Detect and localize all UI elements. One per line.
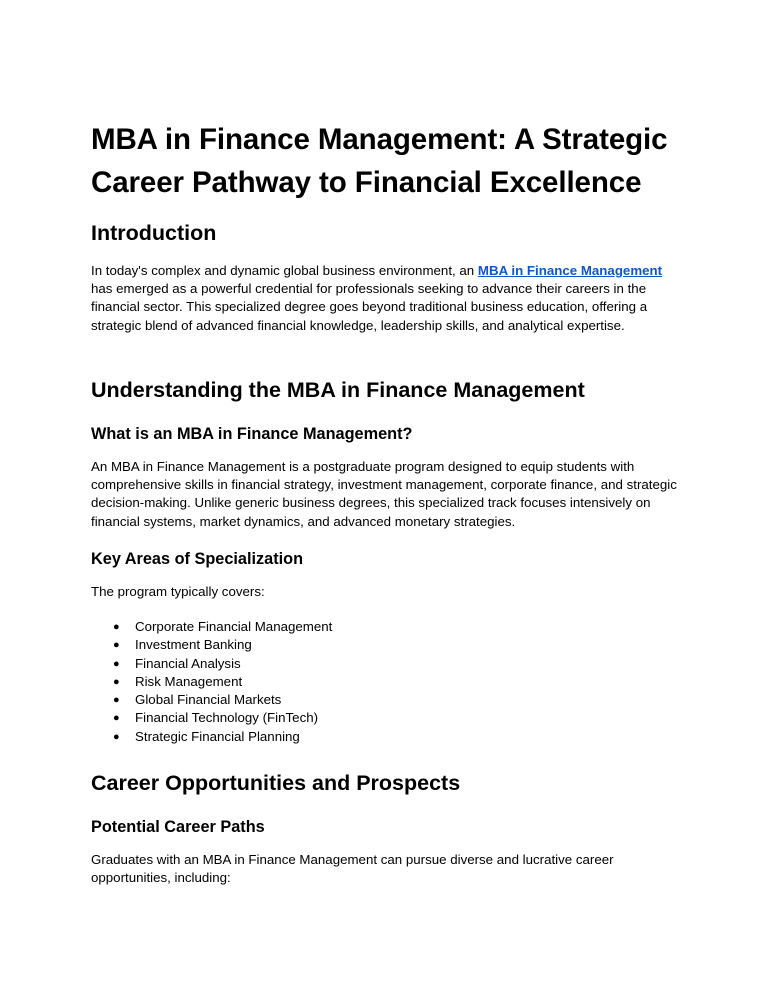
list-item: [91, 673, 332, 691]
understanding-heading: Understanding the MBA in Finance Management: [91, 378, 585, 402]
list-item-label: Corporate Financial Management: [135, 619, 333, 634]
career-paths-heading: Potential Career Paths: [91, 818, 265, 836]
key-areas-intro: The program typically covers:: [91, 584, 265, 599]
intro-heading: Introduction: [91, 221, 217, 245]
intro-paragraph: [91, 262, 681, 335]
key-areas-list: [91, 618, 332, 746]
intro-text-after: has emerged as a powerful credential for professionals seeking to advance their careers in the financial sector. This specialized degree goes beyond traditional business education, offering a strategic blend of advanced financial knowledge, leadership skills, and analytical expertise.: [91, 281, 648, 333]
bullet-icon: ●: [113, 712, 120, 725]
document-title: MBA in Finance Management: A Strategic Career Pathway to Financial Excellence: [91, 123, 668, 199]
list-item: [91, 691, 332, 709]
bullet-icon: ●: [113, 675, 120, 688]
list-item: [91, 655, 332, 673]
mba-finance-link[interactable]: MBA in Finance Management: [477, 263, 663, 278]
list-item-label: Strategic Financial Planning: [135, 728, 300, 744]
career-paths-paragraph: Graduates with an MBA in Finance Management can pursue diverse and lucrative career opportunities, including:: [91, 852, 614, 886]
key-areas-heading: Key Areas of Specialization: [91, 550, 304, 568]
bullet-icon: ●: [113, 694, 120, 707]
bullet-icon: ●: [113, 639, 120, 652]
what-is-paragraph: An MBA in Finance Management is a postgraduate program designed to equip students with comprehensive skills in financial strategy, investment management, corporate finance, and strategic decision-making. Unlike generic business degrees, this specialized track focuses intensively on financial systems, market dynamics, and advanced monetary strategies.: [91, 459, 677, 529]
list-item-label: Financial Analysis: [135, 655, 241, 671]
list-item-label: Financial Technology (FinTech): [135, 710, 319, 726]
careers-heading: Career Opportunities and Prospects: [91, 771, 461, 795]
list-item: [91, 636, 332, 654]
bullet-icon: ●: [113, 657, 120, 670]
list-item-label: Global Financial Markets: [135, 692, 282, 708]
list-item-label: Risk Management: [135, 673, 243, 689]
bullet-icon: ●: [113, 730, 120, 743]
list-item-label: Investment Banking: [135, 637, 252, 653]
what-is-heading: What is an MBA in Finance Management?: [91, 425, 413, 443]
bullet-icon: ●: [113, 621, 120, 633]
intro-text-before: In today's complex and dynamic global business environment, an: [91, 263, 478, 278]
list-item: [91, 728, 332, 746]
list-item: [91, 618, 332, 636]
list-item: [91, 709, 332, 727]
